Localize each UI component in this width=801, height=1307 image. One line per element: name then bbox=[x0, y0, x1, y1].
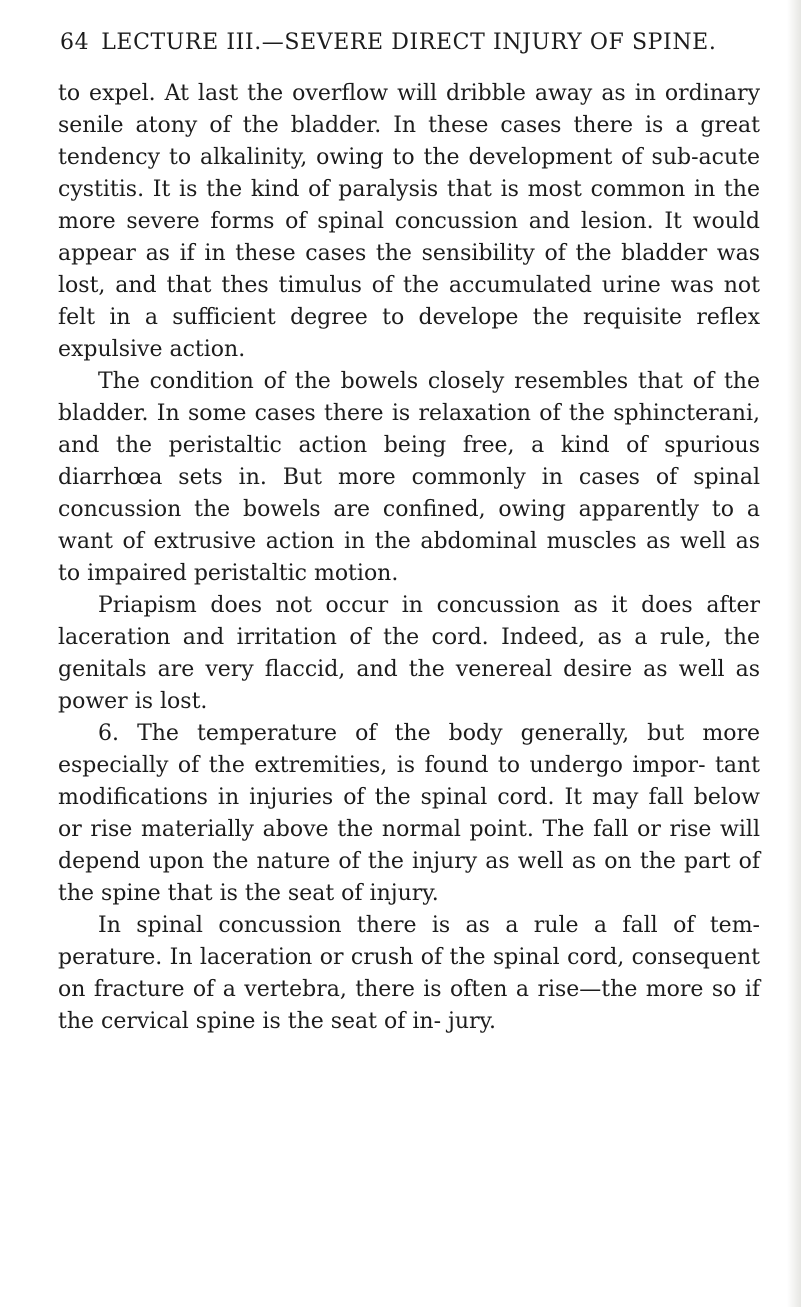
page-edge-shadow bbox=[787, 0, 801, 1307]
paragraph-bowels: The condition of the bowels closely resembles that of the bladder. In some cases there is relaxation of the sphincterani, and the peristaltic action being free, a kind of spurious diarrhœa sets in. But more commonly in cases of spinal concussion the bowels are confined, owing apparently to a want of extrusive action in the abdominal muscles as well as to impaired peristaltic motion. bbox=[58, 369, 760, 586]
paragraph-concussion-temperature: In spinal concussion there is as a rule a fall of tem- perature. In laceration or crush of the spinal cord, consequent on fracture of a vertebra, there is often a rise—the more so if the cervical spine is the seat of in- jury. bbox=[58, 913, 760, 1034]
running-title: LECTURE III.—SEVERE DIRECT INJURY OF SPINE. bbox=[101, 30, 717, 55]
paragraph-bladder-continued: to expel. At last the overflow will dribble away as in ordinary senile atony of the bladder. In these cases there is a great tendency to alkalinity, owing to the development of sub-acute cystitis. It is the kind of paralysis that is most common in the more severe forms of spinal concussion and lesion. It would appear as if in these cases the sensibility of the bladder was lost, and that thes timulus of the accumulated urine was not felt in a sufficient degree to develope the requisite reflex expulsive action. bbox=[58, 81, 760, 362]
page-number: 64 bbox=[60, 30, 90, 55]
paragraph-temperature: 6. The temperature of the body generally, but more especially of the extremities, is found to undergo impor- tant modifications in injuries of the spinal cord. It may fall below or rise materially above the normal point. The fall or rise will depend upon the nature of the injury as well as on the part of the spine that is the seat of injury. bbox=[58, 721, 760, 906]
body-text bbox=[58, 78, 760, 1038]
paragraph-priapism: Priapism does not occur in concussion as it does after laceration and irritation of the cord. Indeed, as a rule, the genitals are very flaccid, and the venereal desire as well as power is lost. bbox=[58, 593, 760, 714]
running-head bbox=[60, 30, 750, 60]
